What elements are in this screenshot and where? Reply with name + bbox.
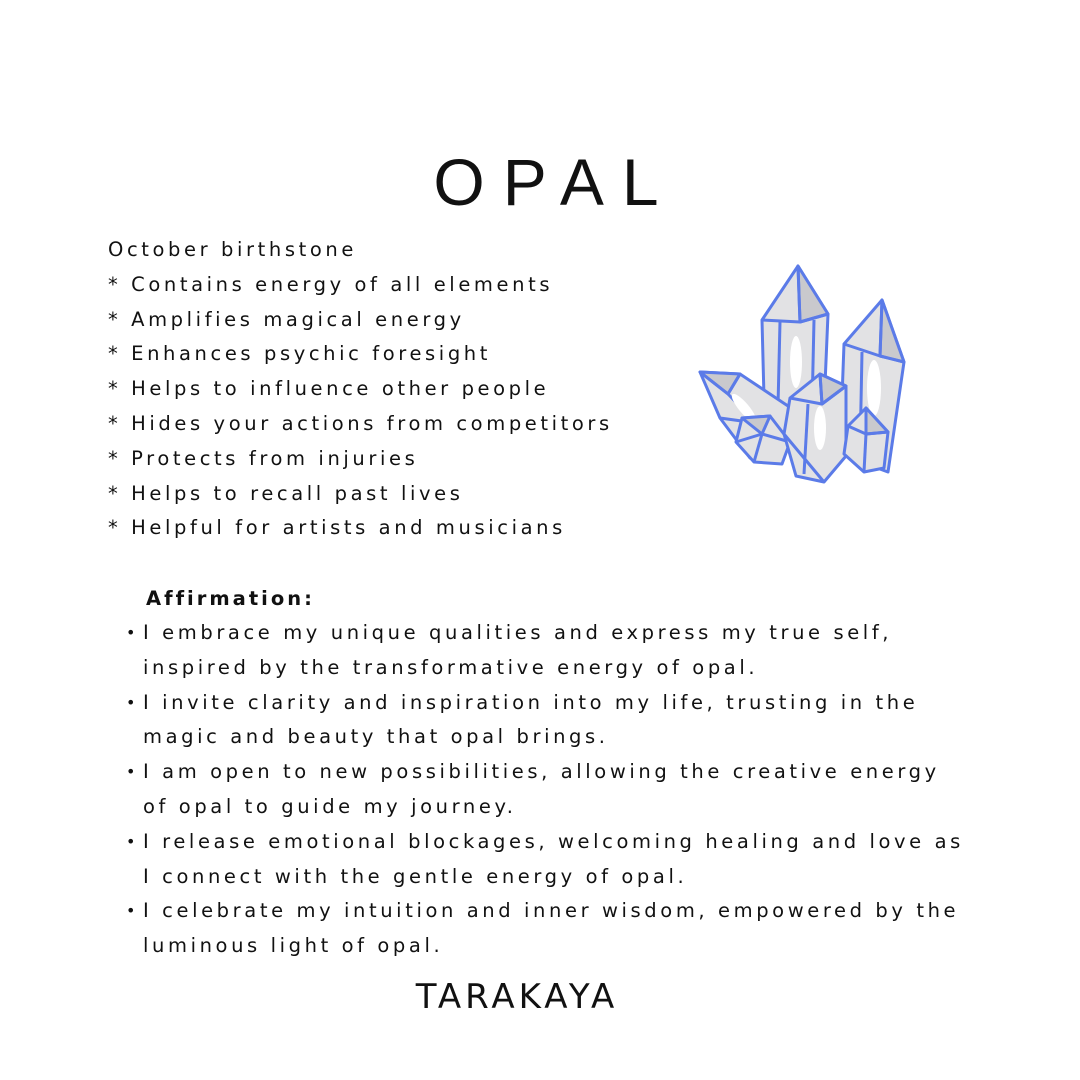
affirmation-line: of opal to guide my journey. [143, 794, 517, 818]
list-item: * Protects from injuries [108, 446, 419, 470]
affirmation-line: I am open to new possibilities, allowing the creative energy [143, 760, 940, 784]
list-item [126, 755, 966, 825]
affirmation-heading: Affirmation: [146, 587, 315, 610]
list-item [126, 616, 966, 686]
list-item: * Enhances psychic foresight [108, 342, 492, 366]
affirmation-line: I connect with the gentle energy of opal. [143, 864, 688, 888]
list-item: * Contains energy of all elements [108, 272, 554, 296]
affirmation-list [126, 616, 966, 964]
affirmation-line: luminous light of opal. [143, 934, 444, 958]
bullet-icon: • [126, 831, 136, 851]
list-item [126, 894, 966, 964]
affirmation-line: I invite clarity and inspiration into my life, trusting in the [143, 690, 919, 714]
affirmation-line: I embrace my unique qualities and express my true self, [143, 621, 893, 644]
list-item: * Hides your actions from competitors [108, 411, 613, 435]
crystal-cluster-icon [690, 258, 920, 490]
list-item: * Amplifies magical energy [108, 307, 465, 331]
properties-list [108, 233, 613, 546]
list-item: October birthstone [108, 238, 357, 261]
bullet-icon: • [126, 692, 136, 712]
affirmation-line: magic and beauty that opal brings. [143, 725, 609, 749]
list-item: * Helpful for artists and musicians [108, 516, 566, 540]
bullet-icon: • [126, 762, 136, 782]
bullet-icon: • [126, 623, 136, 642]
list-item [126, 825, 966, 895]
affirmation-line: inspired by the transformative energy of opal. [143, 655, 759, 679]
bullet-icon: • [126, 901, 136, 921]
brand-name: TARAKAYA [415, 977, 619, 1017]
list-item: * Helps to influence other people [108, 377, 550, 401]
page-title: OPAL [433, 145, 677, 219]
affirmation-line: I celebrate my intuition and inner wisdom, empowered by the [143, 899, 960, 923]
list-item [126, 686, 966, 756]
affirmation-line: I release emotional blockages, welcoming healing and love as [143, 829, 964, 853]
list-item: * Helps to recall past lives [108, 481, 464, 505]
